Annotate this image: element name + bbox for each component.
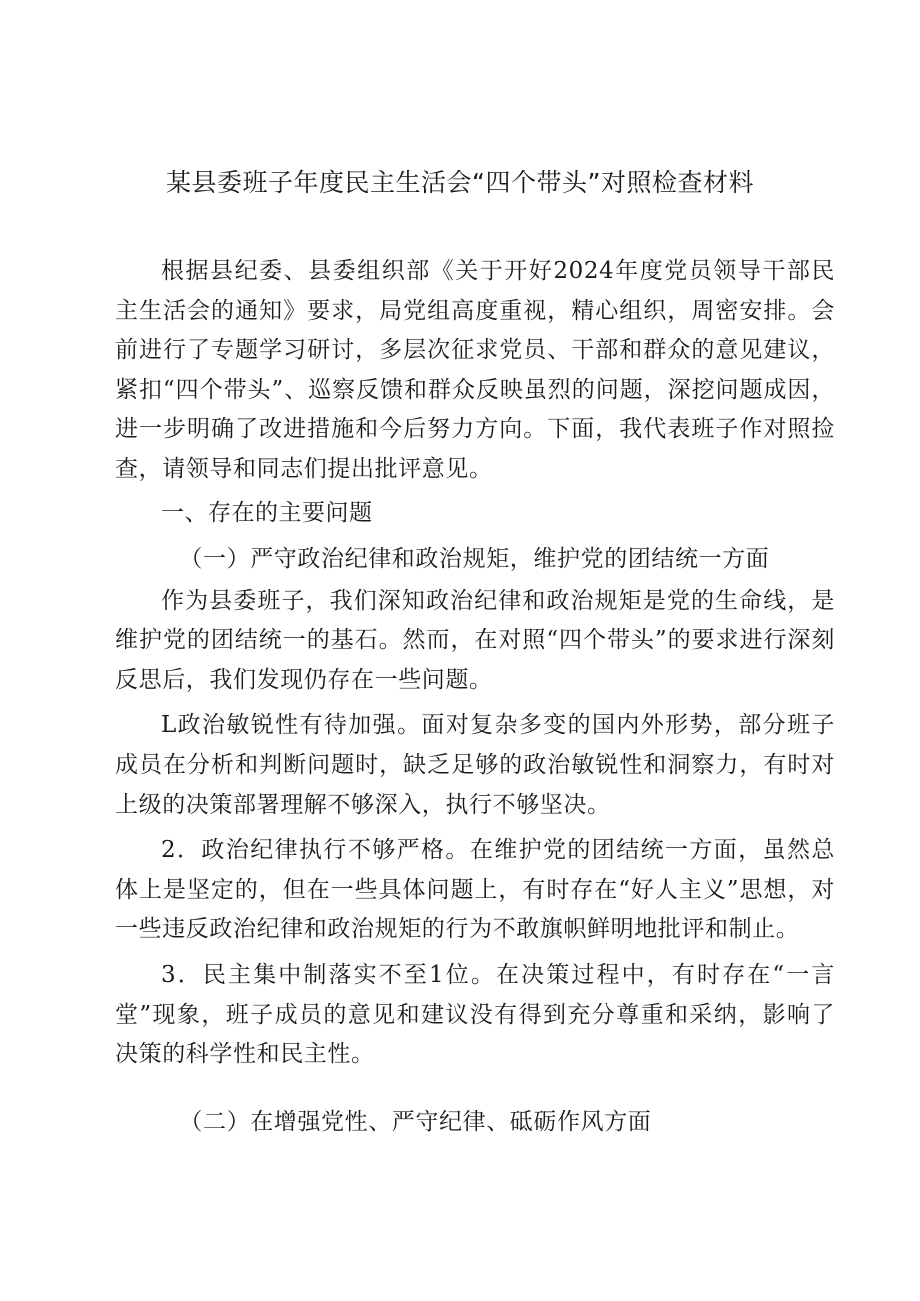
- problem-item-2: 2．政治纪律执行不够严格。在维护党的团结统一方面，虽然总体上是坚定的，但在一些具体问题上，有时存在“好人主义”思想，对一些违反政治纪律和政治规矩的行为不敢旗帜鲜明地批评和制止。: [115, 837, 835, 943]
- section-heading-problems: 一、存在的主要问题: [161, 499, 373, 526]
- document-title: 某县委班子年度民主生活会“四个带头”对照检查材料: [166, 168, 754, 197]
- intro-paragraph: 根据县纪委、县委组织部《关于开好2024年度党员领导干部民主生活会的通知》要求，局党组高度重视，精心组织，周密安排。会前进行了专题学习研讨，多层次征求党员、干部和群众的意见建议，紧扣“四个带头”、巡察反馈和群众反映虽烈的问题，深挖问题成因，进一步明确了改进措施和今后努力方向。下面，我代表班子作对照捡查，请领导和同志们提出批评意见。: [115, 258, 835, 482]
- document-body: [115, 252, 835, 1145]
- subsection-heading-political-discipline: （一）严守政治纪律和政治规矩，维护党的团结统一方面: [179, 545, 770, 572]
- subsection-heading-party-spirit: （二）在增强党性、严守纪律、砥砺作风方面: [179, 1108, 652, 1135]
- problem-item-1: L政治敏锐性有待加强。面对复杂多变的国内外形势，部分班子成员在分析和判断问题时，缺乏足够的政治敏锐性和洞察力，有时对上级的决策部署理解不够深入，执行不够坚决。: [115, 712, 835, 818]
- subsection-intro-paragraph: 作为县委班子，我们深知政治纪律和政治规矩是党的生命线，是维护党的团结统一的基石。然而，在对照“四个带头”的要求进行深刻反思后，我们发现仍存在一些问题。: [115, 587, 835, 693]
- problem-item-3: 3．民主集中制落实不至1位。在决策过程中，有时存在“一言堂”现象，班子成员的意见和建议没有得到充分尊重和采纳，影响了决策的科学性和民主性。: [115, 961, 835, 1068]
